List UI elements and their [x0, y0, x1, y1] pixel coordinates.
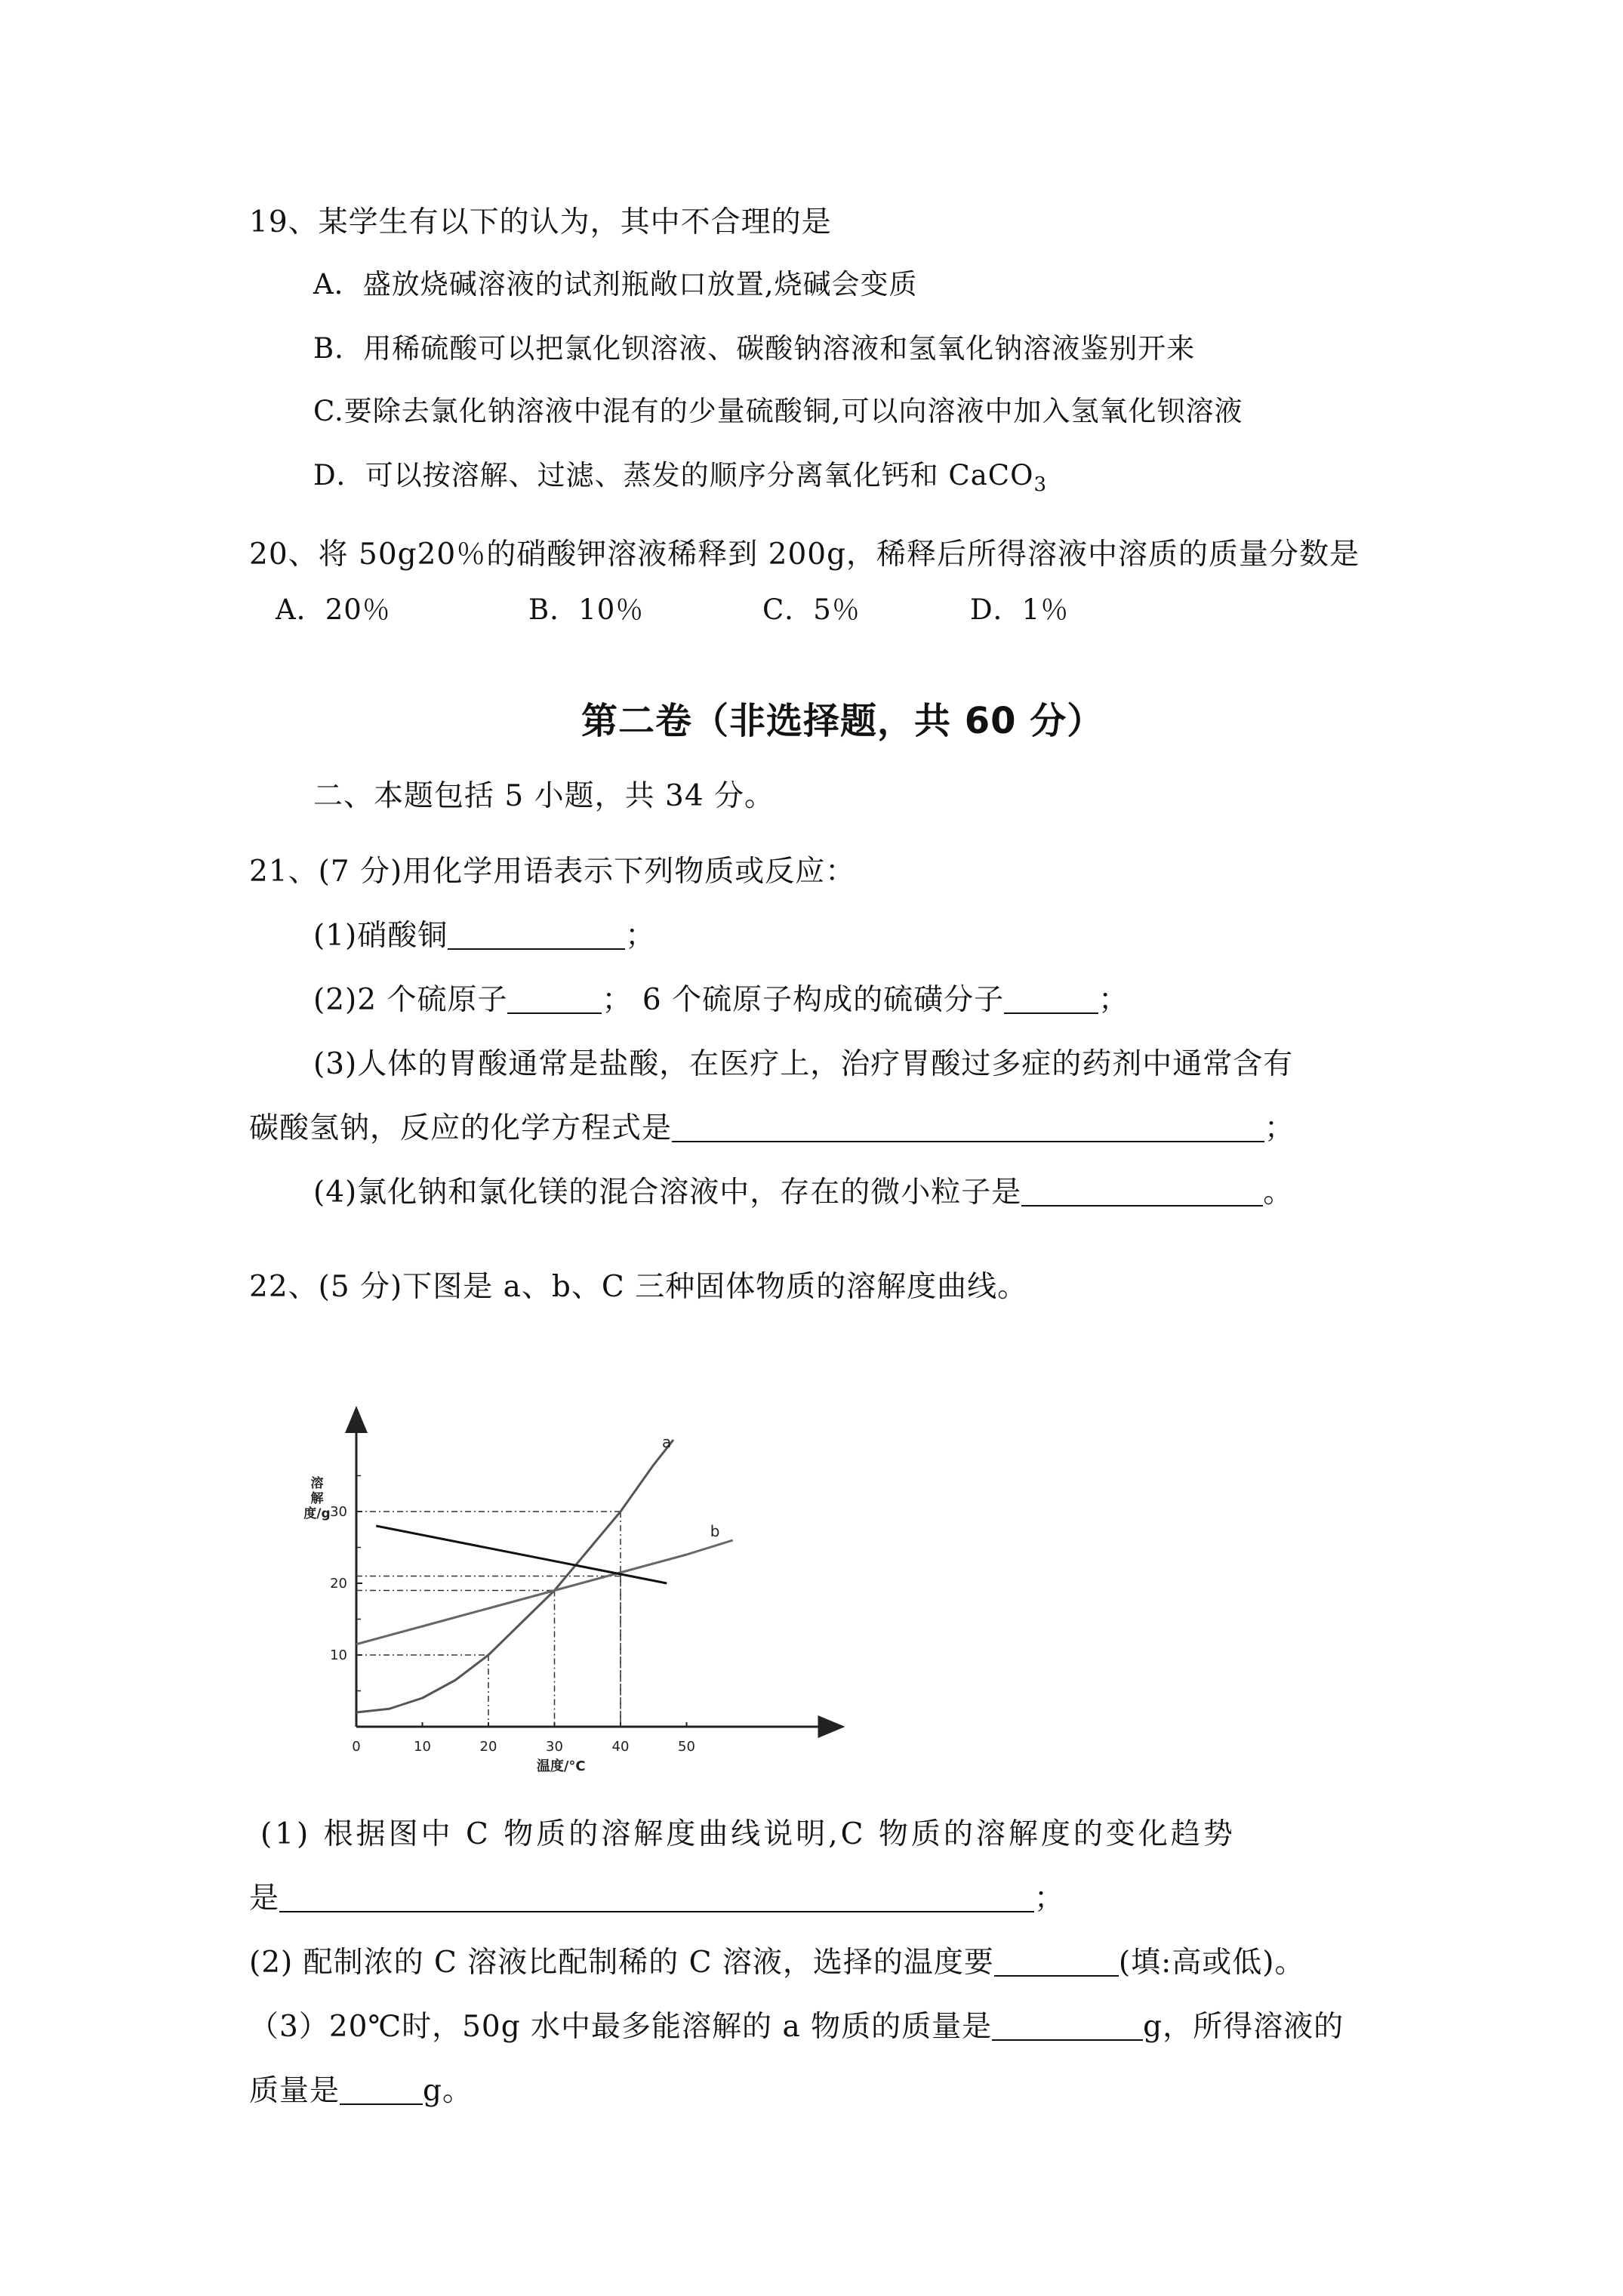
q21-part2-text-a: (2)2 个硫原子 [313, 983, 508, 1017]
chart-reference-lines [356, 1512, 621, 1727]
q21-part4 [313, 1174, 1293, 1212]
q21-part1-blank[interactable] [448, 921, 625, 950]
q22-part3-text-a: （3）20℃时，50g 水中最多能溶解的 a 物质的质量是 [249, 2010, 993, 2044]
q21-part2-text-b: ； 6 个硫原子构成的硫磺分子 [602, 983, 1005, 1017]
q21-part4-text: (4)氯化钠和氯化镁的混合溶液中，存在的微小粒子是 [313, 1176, 1022, 1210]
x-axis-label: 温度/°C [536, 1758, 586, 1774]
y-tick-label-20: 20 [330, 1576, 347, 1592]
q22-part2-blank[interactable] [994, 1948, 1119, 1977]
q21-part4-blank[interactable] [1021, 1178, 1263, 1207]
y-axis-label-part: 度/g [303, 1506, 331, 1521]
q21-part3-line2 [249, 1110, 1295, 1148]
q19-option-c[interactable]: C.要除去氯化钠溶液中混有的少量硫酸铜,可以向溶液中加入氢氧化钡溶液 [313, 395, 1243, 427]
q22-part2-text-a: (2) 配制浓的 C 溶液比配制稀的 C 溶液，选择的温度要 [249, 1946, 994, 1980]
q21-part2-end: ； [1098, 983, 1129, 1017]
q19-option-a[interactable]: A．盛放烧碱溶液的试剂瓶敞口放置,烧碱会变质 [313, 268, 918, 300]
y-axis-label-part: 溶 [310, 1476, 324, 1491]
series-c-line [376, 1526, 667, 1583]
chart-tick-labels [330, 1504, 695, 1755]
q21-part3-line1: (3)人体的胃酸通常是盐酸，在医疗上，治疗胃酸过多症的药剂中通常含有 [313, 1047, 1294, 1081]
series-label-a: a [662, 1433, 672, 1451]
series-b-line [356, 1540, 733, 1644]
q21-part1-text: (1)硝酸铜 [313, 919, 448, 953]
q21-part1 [313, 917, 655, 955]
q22-part3-text-d: g。 [423, 2074, 473, 2108]
q20-choice-c[interactable]: C．5％ [762, 593, 861, 626]
q19-option-d-text: D．可以按溶解、过滤、蒸发的顺序分离氧化钙和 CaCO [313, 459, 1034, 492]
q19-option-b[interactable]: B．用稀硫酸可以把氯化钡溶液、碳酸钠溶液和氢氧化钠溶液鉴别开来 [313, 332, 1196, 365]
q22-part2-text-b: (填:高或低)。 [1118, 1946, 1305, 1980]
solubility-chart [272, 1382, 876, 1774]
q20-choice-a[interactable]: A．20％ [276, 593, 391, 626]
x-tick-label-50: 50 [678, 1739, 695, 1755]
q21-part2 [313, 982, 1129, 1019]
q22-part1-text: 是 [249, 1881, 280, 1915]
q21-part3-text: 碳酸氢钠，反应的化学方程式是 [249, 1111, 673, 1145]
q22-part1-line2 [249, 1880, 1064, 1918]
q22-part3-line2 [249, 2073, 473, 2110]
q21-part4-end: 。 [1263, 1176, 1294, 1210]
x-tick-label-30: 30 [546, 1739, 563, 1755]
section2-title: 第二卷（非选择题，共 60 分） [581, 700, 1104, 742]
q20-choice-b[interactable]: B．10％ [528, 593, 645, 626]
q22-part3-text-c: 质量是 [249, 2074, 340, 2108]
chart-axes [356, 1417, 834, 1727]
y-axis-label-part: 解 [310, 1491, 324, 1506]
q19-option-d-subscript: 3 [1033, 473, 1047, 496]
q22-stem: 22、(5 分)下图是 a、b、C 三种固体物质的溶解度曲线。 [249, 1270, 1028, 1304]
y-tick-label-10: 10 [330, 1647, 347, 1663]
q21-stem: 21、(7 分)用化学用语表示下列物质或反应： [249, 855, 856, 889]
q20-stem: 20、将 50g20％的硝酸钾溶液稀释到 200g，稀释后所得溶液中溶质的质量分数是 [249, 538, 1360, 572]
q22-part3-text-b: g，所得溶液的 [1143, 2010, 1344, 2044]
q21-part2-blank-a[interactable] [507, 985, 602, 1014]
q21-part3-blank[interactable] [672, 1114, 1264, 1142]
q22-part3-blank-b[interactable] [340, 2076, 423, 2105]
q21-part2-blank-b[interactable] [1004, 985, 1098, 1014]
series-label-b: b [710, 1522, 720, 1540]
y-tick-label-30: 30 [330, 1504, 347, 1520]
q22-part3 [249, 2008, 1344, 2046]
q22-part1-blank[interactable] [279, 1884, 1034, 1912]
x-tick-label-40: 40 [611, 1739, 630, 1755]
section2-intro: 二、本题包括 5 小题，共 34 分。 [313, 779, 775, 813]
x-tick-label-10: 10 [414, 1739, 431, 1755]
q19-option-d[interactable] [313, 457, 1047, 504]
x-tick-label-0: 0 [352, 1739, 361, 1755]
q21-part1-end: ； [625, 919, 656, 953]
q22-part1-end: ； [1034, 1881, 1065, 1915]
q21-part3-end: ； [1264, 1111, 1295, 1145]
q22-part3-blank[interactable] [992, 2012, 1143, 2041]
chart-axis-labels [303, 1433, 719, 1774]
q22-part2 [249, 1944, 1305, 1982]
q22-part1-line1: (1) 根据图中 C 物质的溶解度曲线说明,C 物质的溶解度的变化趋势 [260, 1817, 1236, 1851]
x-tick-label-20: 20 [479, 1739, 497, 1755]
q19-stem: 19、某学生有以下的认为，其中不合理的是 [249, 205, 832, 239]
q20-choice-d[interactable]: D．1％ [970, 593, 1070, 626]
